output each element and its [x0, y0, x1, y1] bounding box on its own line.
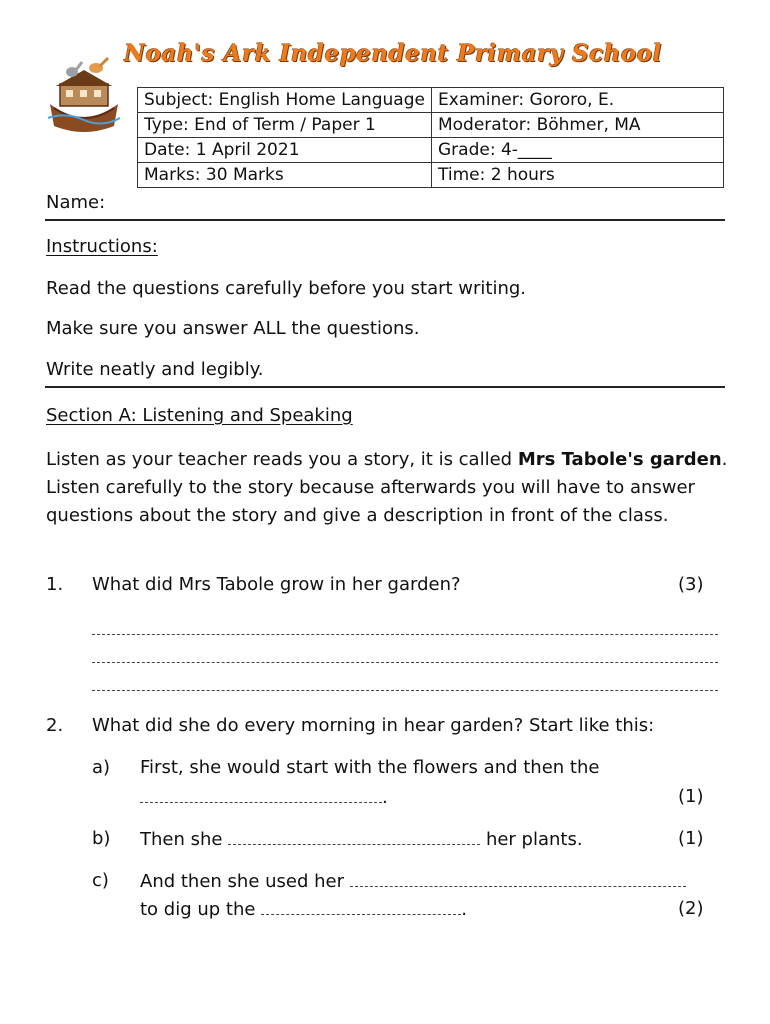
time-cell: Time: 2 hours — [431, 163, 723, 188]
q2c-line2-pre: to dig up the — [140, 899, 256, 920]
instruction-line: Write neatly and legibly. — [46, 359, 264, 380]
answer-line[interactable] — [92, 690, 718, 691]
answer-line[interactable] — [92, 634, 718, 635]
instruction-line: Make sure you answer ALL the questions. — [46, 318, 420, 339]
grade-cell: Grade: 4-____ — [431, 138, 723, 163]
q2c-end: . — [461, 899, 467, 920]
q2c-marks: (2) — [678, 898, 704, 919]
info-row — [138, 88, 724, 113]
date-cell: Date: 1 April 2021 — [138, 138, 432, 163]
q2b-post: her plants. — [485, 829, 583, 850]
q1-text: What did Mrs Tabole grow in her garden? — [92, 574, 461, 595]
q2-number: 2. — [46, 715, 64, 736]
q2c-label: c) — [92, 870, 109, 891]
name-label: Name: — [46, 192, 106, 213]
intro-after: . Listen carefully to the story because afterwards you will have to answer questions about the story and give a description in front of the class. — [46, 449, 728, 526]
q2a-blank[interactable] — [140, 786, 382, 803]
intro-before: Listen as your teacher reads you a story, it is called — [46, 449, 518, 470]
instruction-line: Read the questions carefully before you start writing. — [46, 278, 527, 299]
section-divider — [45, 386, 725, 388]
q2c-pre: And then she used her — [140, 871, 345, 892]
q1-number: 1. — [46, 574, 64, 595]
q2c-text — [140, 870, 686, 892]
q2a-marks: (1) — [678, 786, 704, 807]
info-row — [138, 138, 724, 163]
marks-cell: Marks: 30 Marks — [138, 163, 432, 188]
info-row — [138, 163, 724, 188]
q2b-pre: Then she — [140, 829, 223, 850]
instructions-heading: Instructions: — [46, 236, 158, 257]
name-line — [45, 219, 725, 221]
examiner-cell: Examiner: Gororo, E. — [431, 88, 723, 113]
q2b-text — [140, 828, 583, 850]
q2b-label: b) — [92, 828, 111, 849]
q2a-label: a) — [92, 757, 111, 778]
section-a-intro — [46, 446, 736, 530]
type-cell: Type: End of Term / Paper 1 — [138, 113, 432, 138]
q2c-blank-1[interactable] — [350, 870, 686, 887]
q2c-line2 — [140, 898, 467, 920]
answer-line[interactable] — [92, 662, 718, 663]
q2a-text: First, she would start with the flowers and then the — [140, 757, 600, 778]
q1-marks: (3) — [678, 574, 704, 595]
q2b-blank[interactable] — [228, 828, 480, 845]
exam-info-table — [137, 87, 724, 188]
section-a-heading: Section A: Listening and Speaking — [46, 405, 353, 426]
q2c-blank-2[interactable] — [261, 898, 461, 915]
moderator-cell: Moderator: Böhmer, MA — [431, 113, 723, 138]
noahs-ark-logo — [46, 56, 122, 134]
subject-cell: Subject: English Home Language — [138, 88, 432, 113]
q2a-answer — [140, 786, 388, 808]
info-row — [138, 113, 724, 138]
school-name: Noah's Ark Independent Primary School — [124, 40, 662, 67]
q2-text: What did she do every morning in hear garden? Start like this: — [92, 715, 655, 736]
q2a-end: . — [382, 787, 388, 808]
q2b-marks: (1) — [678, 828, 704, 849]
story-title: Mrs Tabole's garden — [517, 449, 722, 470]
